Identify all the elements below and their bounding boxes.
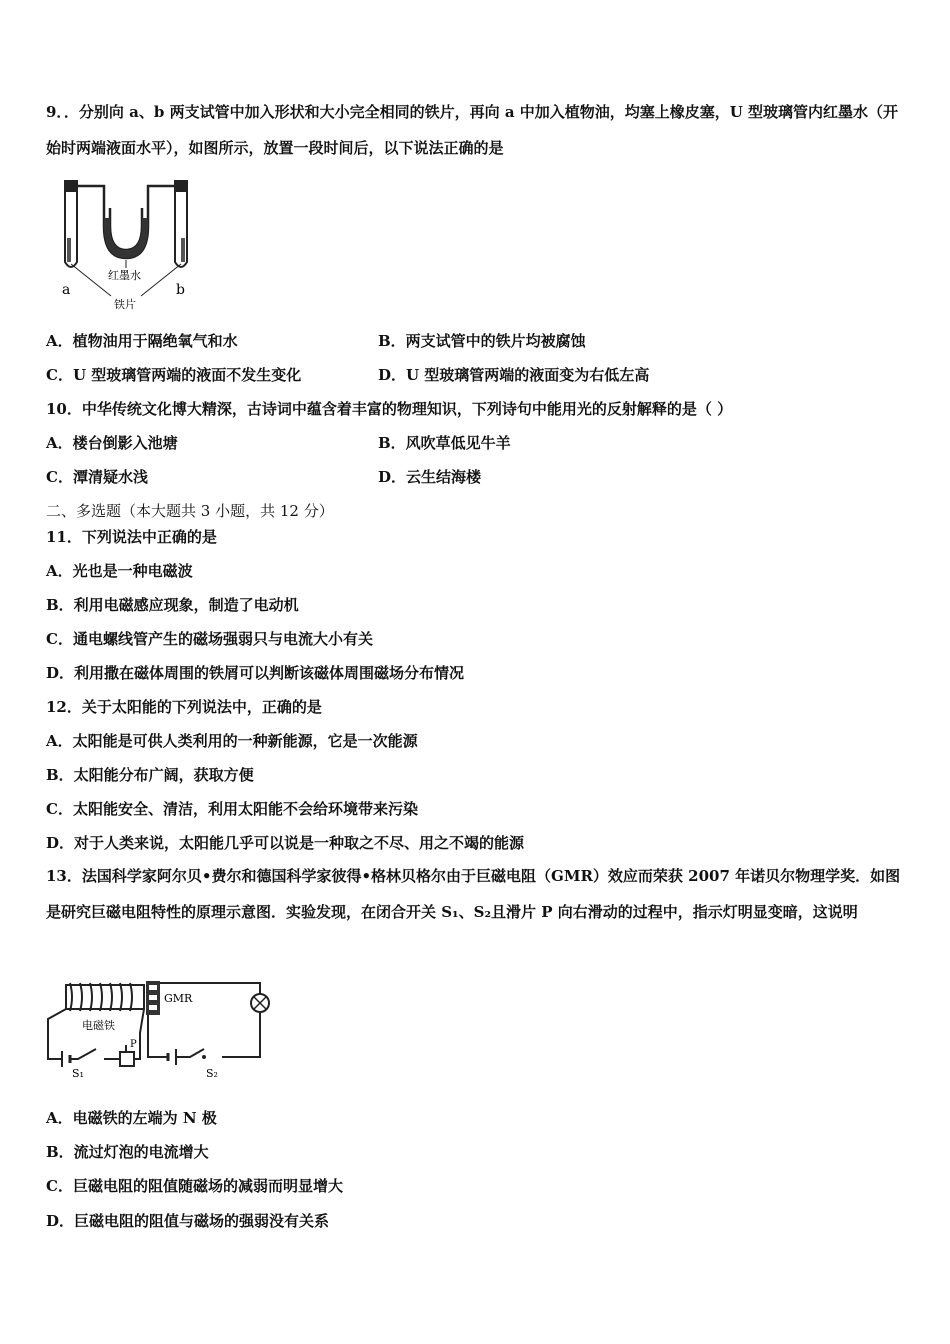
q10-option-c: C．潭清疑水浅 <box>46 468 148 486</box>
q10-option-a: A．楼台倒影入池塘 <box>46 434 178 452</box>
q9-option-c: C．U 型玻璃管两端的液面不发生变化 <box>46 366 302 384</box>
left-iron-piece <box>67 238 71 262</box>
q11-option-d: D．利用撒在磁体周围的铁屑可以判断该磁体周围磁场分布情况 <box>46 664 465 682</box>
q9-option-d: D．U 型玻璃管两端的液面变为右低左高 <box>378 366 650 384</box>
q11-option-c: C．通电螺线管产生的磁场强弱只与电流大小有关 <box>46 630 373 648</box>
left-circuit-wire <box>48 1009 120 1059</box>
gmr-label: GMR <box>164 992 193 1005</box>
q12-option-a: A．太阳能是可供人类利用的一种新能源，它是一次能源 <box>46 732 418 750</box>
question-11-stem: 11．下列说法中正确的是 <box>46 528 217 546</box>
lamp-cross <box>254 997 266 1009</box>
q12-option-c: C．太阳能安全、清洁，利用太阳能不会给环境带来污染 <box>46 800 418 818</box>
q13-option-c: C．巨磁电阻的阻值随磁场的减弱而明显增大 <box>46 1177 343 1195</box>
iron-pointer-left <box>71 264 111 296</box>
q13-option-a: A．电磁铁的左端为 N 极 <box>46 1109 217 1127</box>
q10-option-d: D．云生结海楼 <box>378 468 482 486</box>
gmr-terminal-2 <box>149 995 157 1000</box>
label-p: P <box>130 1039 137 1050</box>
figure-gmr-circuit <box>44 975 274 1085</box>
question-12-stem: 12．关于太阳能的下列说法中，正确的是 <box>46 698 322 716</box>
q12-option-d: D．对于人类来说，太阳能几乎可以说是一种取之不尽、用之不竭的能源 <box>46 834 525 852</box>
q13-option-b: B．流过灯泡的电流增大 <box>46 1143 209 1161</box>
q11-option-b: B．利用电磁感应现象，制造了电动机 <box>46 596 299 614</box>
electromagnet-label: 电磁铁 <box>82 1019 115 1032</box>
q11-option-a: A．光也是一种电磁波 <box>46 562 193 580</box>
question-10-stem: 10．中华传统文化博大精深，古诗词中蕴含着丰富的物理知识，下列诗句中能用光的反射解释的是（ ） <box>46 400 733 418</box>
right-iron-piece <box>181 238 185 262</box>
gmr-terminal-3 <box>149 1005 157 1010</box>
gmr-terminal-1 <box>149 985 157 990</box>
u-tube-inner <box>110 208 142 250</box>
iron-pointer-right <box>141 264 181 296</box>
red-ink-label: 红墨水 <box>108 269 141 282</box>
question-9-stem: 9．．分别向 a、b 两支试管中加入形状和大小完全相同的铁片，再向 a 中加入植物油，均塞上橡皮塞，U 型玻璃管内红墨水（开始时两端液面水平），如图所示，放置一段时间后，以下说法正确的是 <box>46 103 899 157</box>
label-s2: S₂ <box>206 1067 218 1080</box>
q9-option-a: A．植物油用于隔绝氧气和水 <box>46 332 238 350</box>
sliding-rheostat <box>120 1052 134 1066</box>
q12-option-b: B．太阳能分布广阔，获取方便 <box>46 766 254 784</box>
label-s1: S₁ <box>72 1067 84 1080</box>
iron-piece-label: 铁片 <box>114 298 136 311</box>
electromagnet-coil <box>70 983 132 1011</box>
q9-option-b: B．两支试管中的铁片均被腐蚀 <box>378 332 586 350</box>
q13-option-d: D．巨磁电阻的阻值与磁场的强弱没有关系 <box>46 1212 330 1230</box>
rheostat-wire <box>134 1009 144 1059</box>
section-2-title: 二、多选题（本大题共 3 小题，共 12 分） <box>46 502 334 520</box>
label-b: b <box>176 282 185 298</box>
switch-pivot <box>202 1055 206 1059</box>
u-tube-outer <box>71 186 181 258</box>
label-a: a <box>62 282 71 298</box>
figure-test-tubes <box>56 178 206 313</box>
q10-option-b: B．风吹草低见牛羊 <box>378 434 511 452</box>
question-13-stem: 13．法国科学家阿尔贝•费尔和德国科学家彼得•格林贝格尔由于巨磁电阻（GMR）效应而荣获 2007 年诺贝尔物理学奖．如图是研究巨磁电阻特性的原理示意图．实验发现，在闭合开关 S₁、S₂且滑片 P 向右滑动的过程中，指示灯明显变暗，这说明 <box>46 867 901 921</box>
